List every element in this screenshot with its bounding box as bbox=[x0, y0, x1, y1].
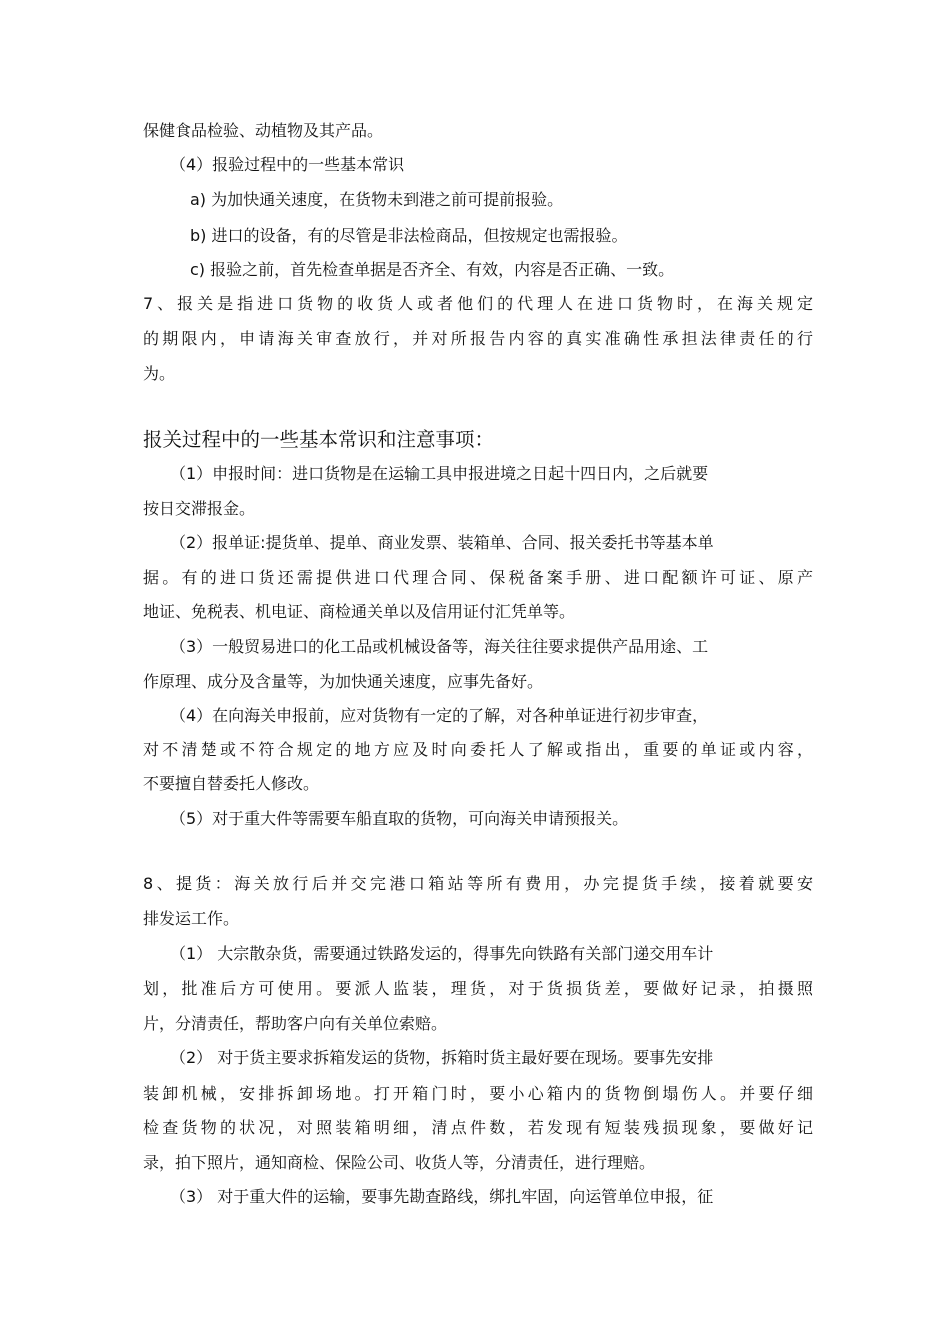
text-line-23: （1） 大宗散杂货，需要通过铁路发运的，得事先向铁路有关部门递交用车计 bbox=[170, 944, 714, 963]
text-line-13: 据。有的进口货还需提供进口代理合同、保税备案手册、进口配额许可证、原产 bbox=[143, 568, 813, 587]
text-line-12: （2）报单证:提货单、提单、商业发票、装箱单、合同、报关委托书等基本单 bbox=[170, 533, 714, 552]
text-line-24: 划，批准后方可使用。要派人监装，理货，对于货损货差，要做好记录，拍摄照 bbox=[143, 979, 813, 998]
text-line-21: 8、提货：海关放行后并交完港口箱站等所有费用，办完提货手续，接着就要安 bbox=[143, 874, 813, 893]
text-line-29: 录，拍下照片，通知商检、保险公司、收货人等，分清责任，进行理赔。 bbox=[143, 1153, 656, 1172]
section-heading: 报关过程中的一些基本常识和注意事项： bbox=[143, 428, 495, 451]
text-line-10: （1）申报时间：进口货物是在运输工具申报进境之日起十四日内，之后就要 bbox=[170, 464, 709, 483]
text-line-1: 保健食品检验、动植物及其产品。 bbox=[143, 121, 384, 140]
text-line-5: c) 报验之前，首先检查单据是否齐全、有效，内容是否正确、一致。 bbox=[190, 260, 675, 279]
text-line-15: （3）一般贸易进口的化工品或机械设备等，海关往往要求提供产品用途、工 bbox=[170, 637, 709, 656]
text-line-25: 片，分清责任，帮助客户向有关单位索赔。 bbox=[143, 1014, 448, 1033]
text-line-30: （3） 对于重大件的运输，要事先勘查路线，绑扎牢固，向运管单位申报，征 bbox=[170, 1187, 714, 1206]
text-line-26: （2） 对于货主要求拆箱发运的货物，拆箱时货主最好要在现场。要事先安排 bbox=[170, 1048, 714, 1067]
text-line-11: 按日交滞报金。 bbox=[143, 499, 256, 518]
text-line-7: 的期限内，申请海关审查放行，并对所报告内容的真实准确性承担法律责任的行 bbox=[143, 329, 813, 348]
text-line-28: 检查货物的状况，对照装箱明细，清点件数，若发现有短装残损现象，要做好记 bbox=[143, 1118, 813, 1137]
text-line-16: 作原理、成分及含量等，为加快通关速度，应事先备好。 bbox=[143, 672, 544, 691]
text-line-2: （4）报验过程中的一些基本常识 bbox=[170, 155, 405, 174]
text-line-18: 对不清楚或不符合规定的地方应及时向委托人了解或指出，重要的单证或内容， bbox=[143, 740, 813, 759]
text-line-20: （5）对于重大件等需要车船直取的货物，可向海关申请预报关。 bbox=[170, 809, 629, 828]
text-line-14: 地证、免税表、机电证、商检通关单以及信用证付汇凭单等。 bbox=[143, 602, 576, 621]
text-line-19: 不要擅自替委托人修改。 bbox=[143, 774, 320, 793]
text-line-8: 为。 bbox=[143, 364, 176, 383]
text-line-17: （4）在向海关申报前，应对货物有一定的了解，对各种单证进行初步审查， bbox=[170, 706, 709, 725]
text-line-6: 7、报关是指进口货物的收货人或者他们的代理人在进口货物时，在海关规定 bbox=[143, 294, 813, 313]
text-line-22: 排发运工作。 bbox=[143, 909, 240, 928]
text-line-4: b) 进口的设备，有的尽管是非法检商品，但按规定也需报验。 bbox=[190, 226, 628, 245]
text-line-27: 装卸机械，安排拆卸场地。打开箱门时，要小心箱内的货物倒塌伤人。并要仔细 bbox=[143, 1084, 813, 1103]
text-line-3: a) 为加快通关速度，在货物未到港之前可提前报验。 bbox=[190, 190, 564, 209]
